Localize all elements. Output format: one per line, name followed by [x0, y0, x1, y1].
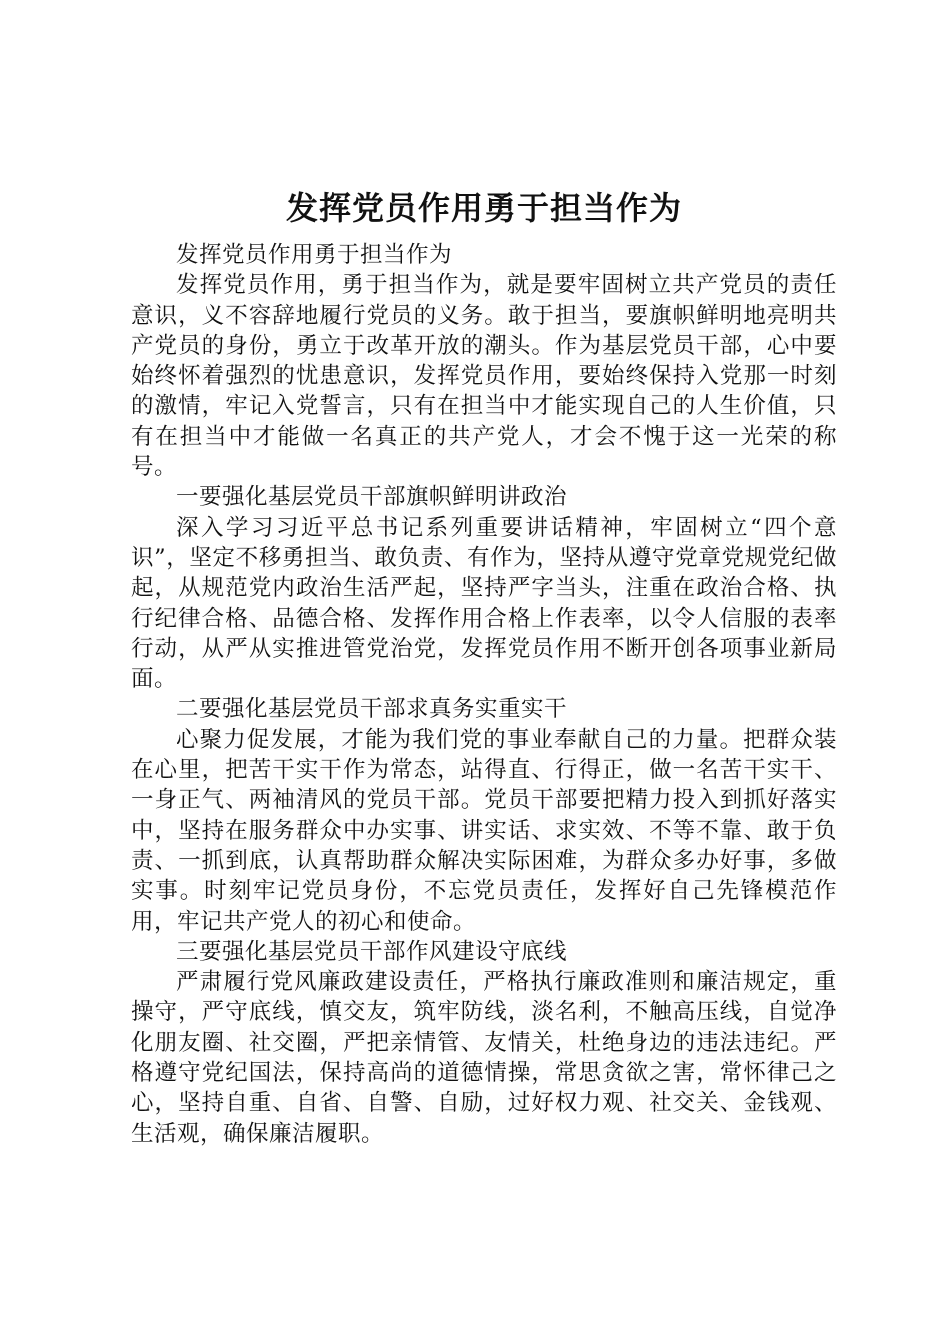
document-title: 发挥党员作用勇于担当作为: [285, 189, 682, 227]
section-body-3: 严肃履行党风廉政建设责任，严格执行廉政准则和廉洁规定，重操守，严守底线，慎交友，筑牢防线，淡名利，不触高压线，自觉净化朋友圈、社交圈，严把亲情管、友情关，杜绝身边的违法违纪。严格遵守党纪国法，保持高尚的道德情操，常思贪欲之害，常怀律己之心，坚持自重、自省、自警、自励，过好权力观、社交关、金钱观、生活观，确保廉洁履职。: [131, 969, 837, 1147]
section-heading-3: 三要强化基层党员干部作风建设守底线: [176, 938, 568, 965]
document-page: [131, 186, 837, 1149]
section-heading-1: 一要强化基层党员干部旗帜鲜明讲政治: [176, 484, 568, 511]
subtitle-paragraph: 发挥党员作用勇于担当作为: [176, 242, 453, 268]
section-heading-2: 二要强化基层党员干部求真务实重实干: [176, 696, 568, 723]
intro-paragraph: 发挥党员作用，勇于担当作为，就是要牢固树立共产党员的责任意识，义不容辞地履行党员的义务。敢于担当，要旗帜鲜明地亮明共产党员的身份，勇立于改革开放的潮头。作为基层党员干部，心中要始终怀着强烈的忧患意识，发挥党员作用，要始终保持入党那一时刻的激情，牢记入党誓言，只有在担当中才能实现自己的人生价值，只有在担当中才能做一名真正的共产党人，才会不愧于这一光荣的称号。: [131, 272, 837, 481]
section-body-2: 心聚力促发展，才能为我们党的事业奉献自己的力量。把群众装在心里，把苦干实干作为常态，站得直、行得正，做一名苦干实干、一身正气、两袖清风的党员干部。党员干部要把精力投入到抓好落实中，坚持在服务群众中办实事、讲实话、求实效、不等不靠、敢于负责、一抓到底，认真帮助群众解决实际困难，为群众多办好事，多做实事。时刻牢记党员身份，不忘党员责任，发挥好自己先锋模范作用，牢记共产党人的初心和使命。: [131, 726, 837, 935]
section-body-1: 深入学习习近平总书记系列重要讲话精神，牢固树立“四个意识”，坚定不移勇担当、敢负责、有作为，坚持从遵守党章党规党纪做起，从规范党内政治生活严起，坚持严字当头，注重在政治合格、执行纪律合格、品德合格、发挥作用合格上作表率，以令人信服的表率行动，从严从实推进管党治党，发挥党员作用不断开创各项事业新局面。: [131, 514, 837, 693]
